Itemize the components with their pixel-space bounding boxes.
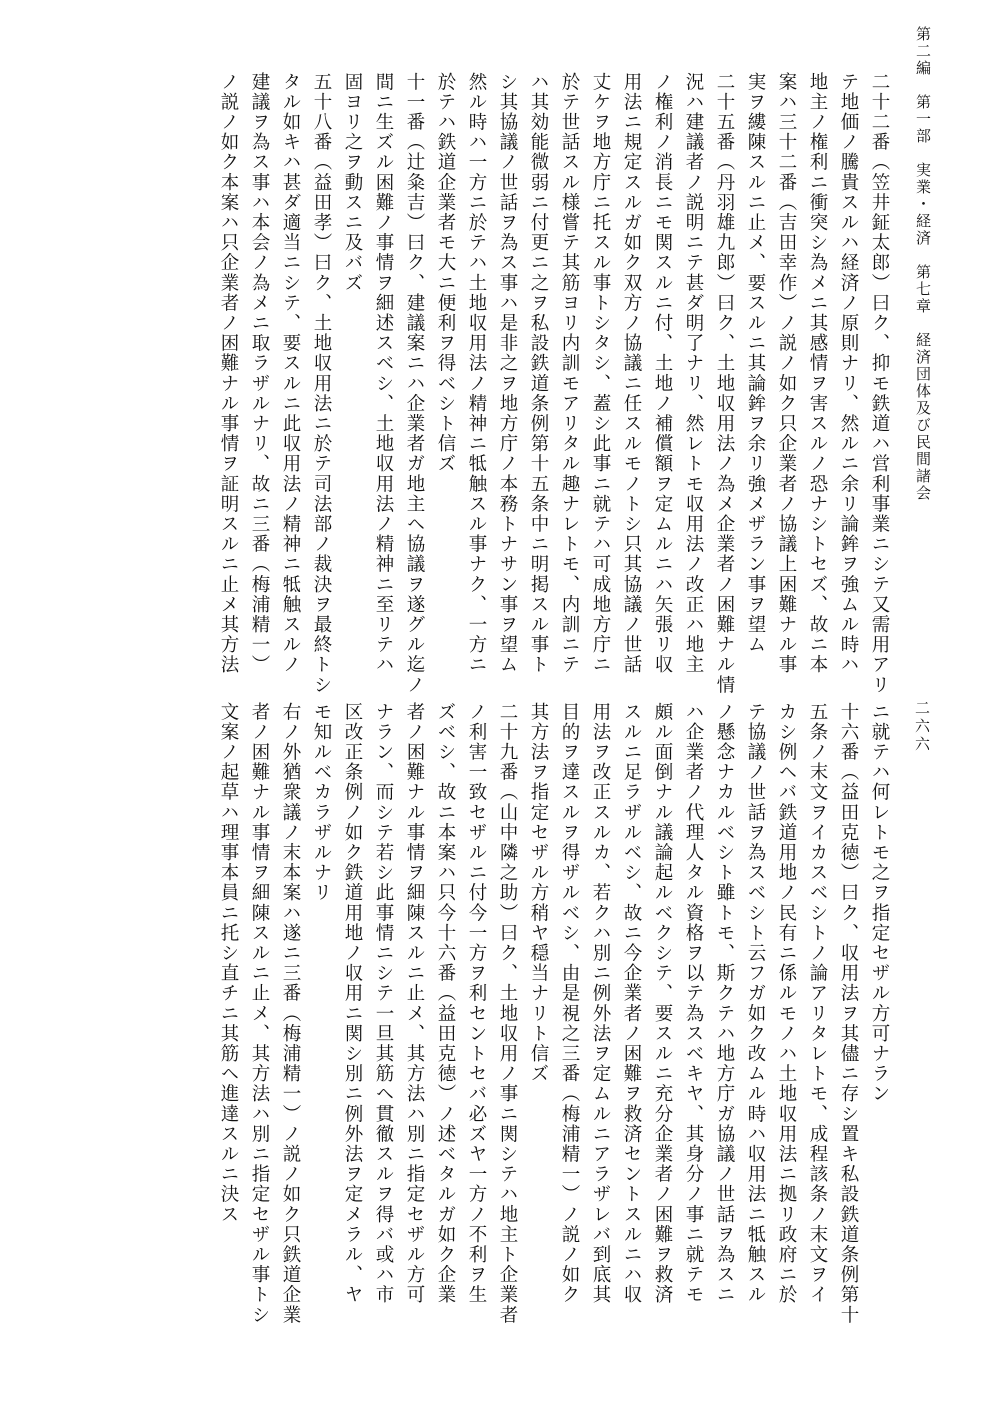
text-line: モ知ルベカラザルナリ bbox=[311, 702, 332, 903]
text-line: 二十五番（丹羽雄九郎）曰ク、土地収用法ノ為メ企業者ノ困難ナル情 bbox=[714, 72, 735, 696]
text-line: シ其協議ノ世話ヲ為ス事ハ是非之ヲ地方庁ノ本務トナサン事ヲ望ム bbox=[497, 72, 518, 675]
text-line: 頗ル面倒ナル議論起ルベクシテ、要スルニ充分企業者ノ困難ヲ救済 bbox=[652, 702, 673, 1305]
text-line: 実ヲ縷陳スルニ止メ、要スルニ其論鉾ヲ余リ強メザラン事ヲ望ム bbox=[745, 72, 766, 655]
text-line: 其方法ヲ指定セザル方稍ヤ穏当ナリト信ズ bbox=[528, 702, 549, 1084]
text-line: 用法ヲ改正スルカ、若クハ別ニ例外法ヲ定ムルニアラザレバ到底其 bbox=[590, 702, 611, 1305]
text-line: ズベシ、故ニ本案ハ只今十六番（益田克徳）ノ述ベタルガ如ク企業 bbox=[435, 702, 456, 1305]
text-line: ハ企業者ノ代理人タル資格ヲ以テ為スベキヤ、其身分ノ事ニ就テモ bbox=[683, 702, 704, 1305]
text-line: 右ノ外猶衆議ノ末本案ハ遂ニ三番（梅浦精一）ノ説ノ如ク只鉄道企業 bbox=[280, 702, 301, 1326]
text-line: カシ例ヘバ鉄道用地ノ民有ニ係ルモノハ土地収用法ニ拠リ政府ニ於 bbox=[776, 702, 797, 1305]
text-line: テ地価ノ騰貴スルハ経済ノ原則ナリ、然ルニ余リ論鉾ヲ強ムル時ハ bbox=[838, 72, 859, 675]
upper-text-block bbox=[213, 72, 895, 696]
text-line: 於テ世話スル様嘗テ其筋ヨリ内訓モアリタル趣ナレトモ、内訓ニテ bbox=[559, 72, 580, 675]
text-line: 十六番（益田克徳）曰ク、収用法ヲ其儘ニ存シ置キ私設鉄道条例第十 bbox=[838, 702, 859, 1326]
text-line: 文案ノ起草ハ理事本員ニ托シ直チニ其筋ヘ進達スルニ決ス bbox=[218, 702, 239, 1225]
text-line: 区改正条例ノ如ク鉄道用地ノ収用ニ関シ別ニ例外法ヲ定メラル、ヤ bbox=[342, 702, 363, 1305]
text-line: 然ル時ハ一方ニ於テハ土地収用法ノ精神ニ牴触スル事ナク、一方ニ bbox=[466, 72, 487, 675]
text-line: ノ権利ノ消長ニモ関スルニ付、土地ノ補償額ヲ定ムルニハ矢張リ収 bbox=[652, 72, 673, 675]
text-line: 者ノ困難ナル事情ヲ細陳スルニ止メ、其方法ハ別ニ指定セザル事トシ bbox=[249, 702, 270, 1326]
text-line: 況ハ建議者ノ説明ニテ甚ダ明了ナリ、然レトモ収用法ノ改正ハ地主 bbox=[683, 72, 704, 675]
text-line: 用法ニ規定スルガ如ク双方ノ協議ニ任スルモノトシ只其協議ノ世話 bbox=[621, 72, 642, 675]
text-line: 二十九番（山中隣之助）曰ク、土地収用ノ事ニ関シテハ地主ト企業者 bbox=[497, 702, 518, 1326]
text-line: 五十八番（益田孝）曰ク、土地収用法ニ於テ司法部ノ裁決ヲ最終トシ bbox=[311, 72, 332, 696]
text-line: ナラン、而シテ若シ此事情ニシテ一旦其筋ヘ貫徹スルヲ得バ或ハ市 bbox=[373, 702, 394, 1305]
lower-text-block bbox=[213, 702, 895, 1326]
text-line: 地主ノ権利ニ衝突シ為メニ其感情ヲ害スルノ恐ナシトセズ、故ニ本 bbox=[807, 72, 828, 675]
text-line: 固ヨリ之ヲ動スニ及バズ bbox=[342, 72, 363, 294]
text-line: 五条ノ末文ヲイカスベシトノ論アリタレトモ、成程該条ノ末文ヲイ bbox=[807, 702, 828, 1305]
text-line: ニ就テハ何レトモ之ヲ指定セザル方可ナラン bbox=[869, 702, 890, 1104]
text-line: タル如キハ甚ダ適当ニシテ、要スルニ此収用法ノ精神ニ牴触スルノ bbox=[280, 72, 301, 675]
text-line: 丈ケヲ地方庁ニ托スル事トシタシ、蓋シ此事ニ就テハ可成地方庁ニ bbox=[590, 72, 611, 675]
text-line: 間ニ生ズル困難ノ事情ヲ細述スベシ、土地収用法ノ精神ニ至リテハ bbox=[373, 72, 394, 675]
text-line: 案ハ三十二番（吉田幸作）ノ説ノ如ク只企業者ノ協議上困難ナル事 bbox=[776, 72, 797, 675]
text-line: 目的ヲ達スルヲ得ザルベシ、由是視之三番（梅浦精一）ノ説ノ如ク bbox=[559, 702, 580, 1305]
text-line: 者ノ困難ナル事情ヲ細陳スルニ止メ、其方法ハ別ニ指定セザル方可 bbox=[404, 702, 425, 1305]
text-line: 建議ヲ為ス事ハ本会ノ為メニ取ラザルナリ、故ニ三番（梅浦精一） bbox=[249, 72, 270, 675]
text-line: ハ其効能微弱ニ付更ニ之ヲ私設鉄道条例第十五条中ニ明掲スル事ト bbox=[528, 72, 549, 675]
text-line: 於テハ鉄道企業者モ大ニ便利ヲ得ベシト信ズ bbox=[435, 72, 456, 474]
running-header: 第二編 第一部 実業・経済 第七章 経済団体及び民間諸会 bbox=[914, 26, 932, 502]
text-line: 二十二番（笠井鉦太郎）曰ク、抑モ鉄道ハ営利事業ニシテ又需用アリ bbox=[869, 72, 890, 696]
page-number: 二六六 bbox=[913, 700, 931, 754]
text-line: ノ懸念ナカルベシト雖トモ、斯クテハ地方庁ガ協議ノ世話ヲ為スニ bbox=[714, 702, 735, 1305]
text-line: テ協議ノ世話ヲ為スベシト云フガ如ク改ムル時ハ収用法ニ牴触スル bbox=[745, 702, 766, 1305]
text-line: ノ説ノ如ク本案ハ只企業者ノ困難ナル事情ヲ証明スルニ止メ其方法 bbox=[218, 72, 239, 675]
text-line: ノ利害一致セザルニ付今一方ヲ利セントセバ必ズヤ一方ノ不利ヲ生 bbox=[466, 702, 487, 1305]
text-line: 十一番（辻粂吉）曰ク、建議案ニハ企業者ガ地主ヘ協議ヲ遂グル迄ノ bbox=[404, 72, 425, 696]
text-line: スルニ足ラザルベシ、故ニ今企業者ノ困難ヲ救済セントスルニハ収 bbox=[621, 702, 642, 1305]
